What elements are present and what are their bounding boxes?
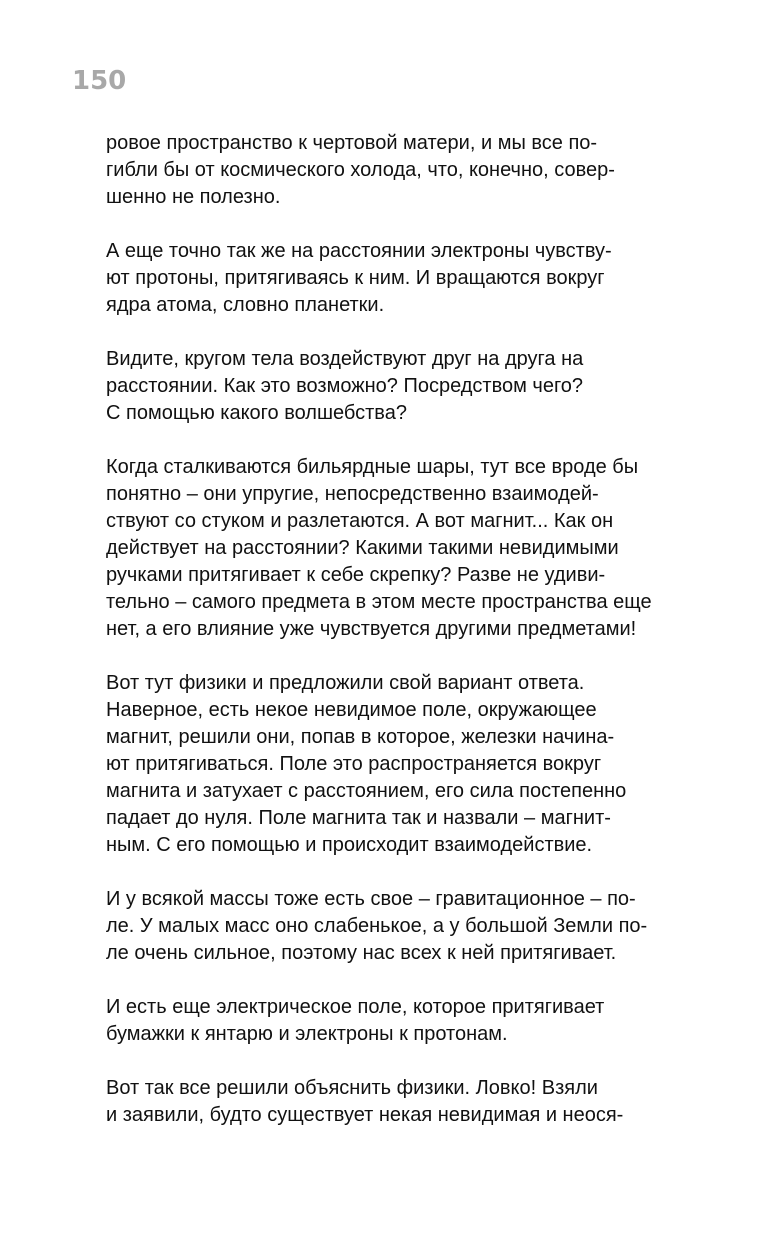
text-line: Вот так все решили объяснить физики. Ловко! Взяли (106, 1077, 598, 1099)
paragraph-2 (106, 238, 646, 319)
paragraph-7 (106, 994, 646, 1048)
text-line: Видите, кругом тела воздействуют друг на друга на (106, 348, 584, 370)
text-line: бумажки к янтарю и электроны к протонам. (106, 1023, 508, 1045)
text-line: Наверное, есть некое невидимое поле, окружающее (106, 699, 597, 721)
text-line: шенно не полезно. (106, 186, 281, 208)
page-number: 150 (72, 66, 127, 96)
text-line: тельно – самого предмета в этом месте пространства еще (106, 591, 652, 613)
paragraph-3 (106, 346, 646, 427)
text-line: И есть еще электрическое поле, которое притягивает (106, 996, 605, 1018)
text-line: нет, а его влияние уже чувствуется другими предметами! (106, 618, 637, 640)
paragraph-6 (106, 886, 646, 967)
text-line: ядра атома, словно планетки. (106, 294, 385, 316)
text-line: гибли бы от космического холода, что, конечно, совер- (106, 159, 615, 181)
text-line: ле очень сильное, поэтому нас всех к ней притягивает. (106, 942, 617, 964)
text-line: ют притягиваться. Поле это распространяется вокруг (106, 753, 602, 775)
text-line: магнита и затухает с расстоянием, его сила постепенно (106, 780, 627, 802)
text-line: понятно – они упругие, непосредственно взаимодей- (106, 483, 599, 505)
paragraph-4 (106, 454, 652, 643)
text-line: падает до нуля. Поле магнита так и назвали – магнит- (106, 807, 611, 829)
text-line: ствуют со стуком и разлетаются. А вот магнит... Как он (106, 510, 614, 532)
text-line: ют протоны, притягиваясь к ним. И вращаются вокруг (106, 267, 605, 289)
text-line: И у всякой массы тоже есть свое – гравитационное – по- (106, 888, 636, 910)
paragraph-8 (106, 1075, 646, 1129)
text-line: С помощью какого волшебства? (106, 402, 407, 424)
text-line: магнит, решили они, попав в которое, железки начина- (106, 726, 615, 748)
text-line: ным. С его помощью и происходит взаимодействие. (106, 834, 593, 856)
text-line: расстоянии. Как это возможно? Посредством чего? (106, 375, 584, 397)
text-line: ручками притягивает к себе скрепку? Разве не удиви- (106, 564, 606, 586)
text-line: действует на расстоянии? Какими такими невидимыми (106, 537, 619, 559)
text-line: Вот тут физики и предложили свой вариант ответа. (106, 672, 585, 694)
text-body (106, 130, 652, 1156)
paragraph-1 (106, 130, 646, 211)
paragraph-5 (106, 670, 646, 859)
text-line: А еще точно так же на расстоянии электроны чувству- (106, 240, 612, 262)
text-line: ле. У малых масс оно слабенькое, а у большой Земли по- (106, 915, 648, 937)
text-line: ровое пространство к чертовой матери, и мы все по- (106, 132, 598, 154)
text-line: и заявили, будто существует некая невидимая и неося- (106, 1104, 624, 1126)
text-line: Когда сталкиваются бильярдные шары, тут все вроде бы (106, 456, 639, 478)
